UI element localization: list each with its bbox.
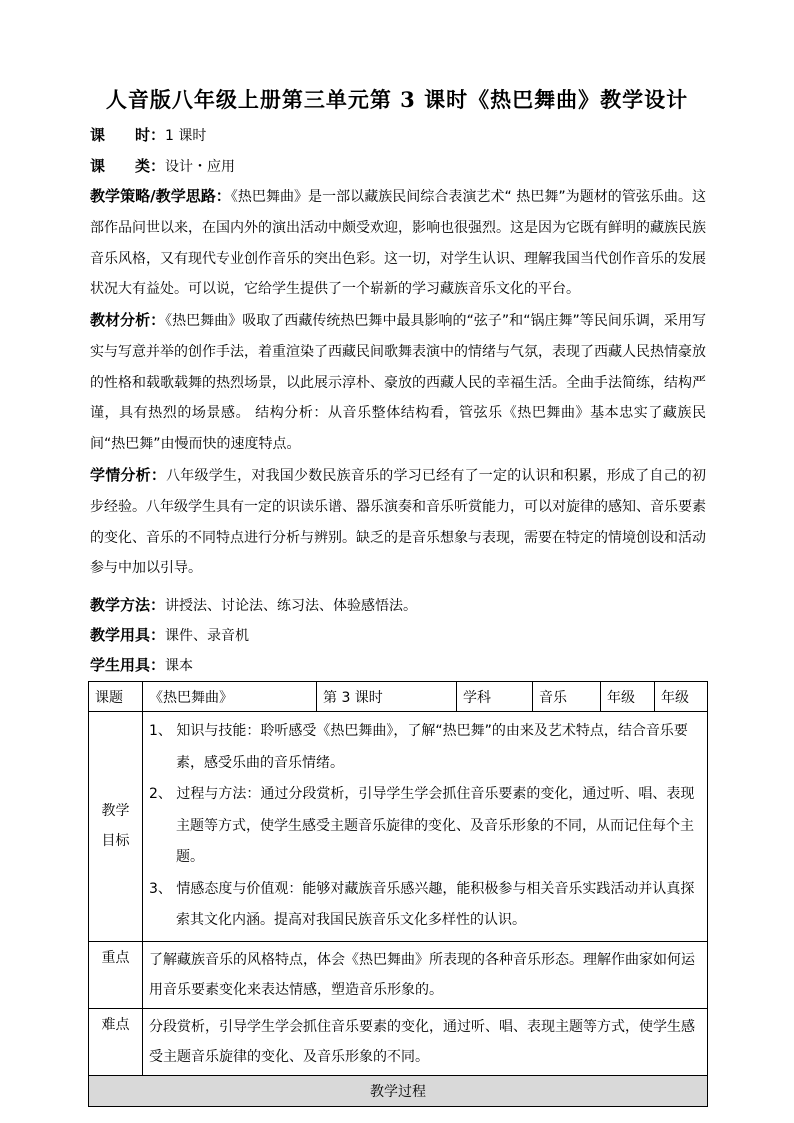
key-point-label: 重点 — [89, 941, 143, 1008]
goal-item: 3、 情感态度与价值观：能够对藏族音乐感兴趣，能积极参与相关音乐实践活动并认真探索其文化内涵。提高对我国民族音乐文化多样性的认识。 — [149, 880, 695, 928]
section-text: 讲授法、讨论法、练习法、体验感悟法。 — [165, 598, 418, 614]
student-tools-section — [90, 650, 706, 682]
section-text: 课件、录音机 — [165, 628, 250, 644]
difficult-point-row — [89, 1008, 708, 1075]
section-label: 教学用具： — [90, 626, 166, 644]
process-row — [89, 1075, 708, 1106]
section-label: 教学策略/教学思路： — [90, 187, 231, 205]
tools-section — [90, 620, 706, 652]
difficult-point-text: 分段赏析，引导学生学会抓住音乐要素的变化，通过听、唱、表现主题等方式，使学生感受主题音乐旋律的变化、及音乐形象的不同。 — [143, 1008, 708, 1075]
lesson-table — [88, 681, 708, 1107]
table-header-row — [89, 682, 708, 712]
strategy-section — [90, 181, 706, 305]
goal-item: 1、 知识与技能：聆听感受《热巴舞曲》，了解“热巴舞”的由来及艺术特点，结合音乐要素，感受乐曲的音乐情绪。 — [149, 723, 688, 771]
process-header: 教学过程 — [89, 1075, 708, 1106]
material-section — [90, 305, 706, 460]
header-cell: 年级 — [601, 682, 655, 712]
section-text: 《热巴舞曲》吸取了西藏传统热巴舞中最具影响的“弦子”和“锅庄舞”等民间乐调，采用写实与写意并举的创作手法，着重渲染了西藏民间歌舞表演中的情绪与气氛，表现了西藏人民热情豪放的性格和载歌载舞的热烈场景，以此展示淳朴、豪放的西藏人民的幸福生活。全曲手法简练，结构严谨，具有热烈的场景感。 结构分析：从音乐整体结构看，管弦乐《热巴舞曲》基本忠实了藏族民间“热巴舞”由慢而快的速度特点。 — [90, 313, 706, 453]
header-cell: 年级 — [655, 682, 708, 712]
difficult-point-label: 难点 — [89, 1008, 143, 1075]
goals-label: 教学 目标 — [89, 712, 143, 942]
meta-class-hours — [90, 125, 206, 146]
methods-section — [90, 590, 706, 622]
header-cell: 《热巴舞曲》 — [143, 682, 317, 712]
header-cell: 第 3 课时 — [317, 682, 457, 712]
section-text: 八年级学生，对我国少数民族音乐的学习已经有了一定的认识和积累，形成了自己的初步经验。八年级学生具有一定的识读乐谱、器乐演奏和音乐听赏能力，可以对旋律的感知、音乐要素的变化、音乐的不同特点进行分析与辨别。缺乏的是音乐想象与表现，需要在特定的情境创设和活动参与中加以引导。 — [90, 468, 706, 577]
meta-class-type — [90, 156, 235, 177]
section-label: 教学方法： — [90, 596, 166, 614]
key-point-text: 了解藏族音乐的风格特点，体会《热巴舞曲》所表现的各种音乐形态。理解作曲家如何运用音乐要素变化来表达情感，塑造音乐形象的。 — [143, 941, 708, 1008]
key-point-row — [89, 941, 708, 1008]
header-cell: 音乐 — [533, 682, 601, 712]
goals-cell — [143, 712, 708, 942]
section-label: 学生用具： — [90, 656, 166, 674]
meta-value: 1 课时 — [165, 128, 207, 144]
section-label: 学情分析： — [90, 466, 167, 484]
section-text: 《热巴舞曲》是一部以藏族民间综合表演艺术“ 热巴舞”为题材的管弦乐曲。这部作品问世以来，在国内外的演出活动中颇受欢迎，影响也很强烈。这是因为它既有鲜明的藏族民族音乐风格，又有现代专业创作音乐的突出色彩。这一切，对学生认识、理解我国当代创作音乐的发展状况大有益处。可以说，它给学生提供了一个崭新的学习藏族音乐文化的平台。 — [90, 189, 706, 298]
section-label: 教材分析： — [90, 311, 166, 329]
students-section — [90, 460, 706, 584]
header-cell: 学科 — [457, 682, 533, 712]
meta-label: 课 类： — [90, 157, 166, 175]
meta-label: 课 时： — [90, 126, 166, 144]
meta-value: 设计・应用 — [165, 159, 236, 175]
goals-row — [89, 712, 708, 942]
header-cell: 课题 — [89, 682, 143, 712]
goal-item: 2、 过程与方法：通过分段赏析，引导学生学会抓住音乐要素的变化，通过听、唱、表现主题等方式，使学生感受主题音乐旋律的变化、及音乐形象的不同，从而记住每个主题。 — [149, 786, 695, 865]
section-text: 课本 — [165, 658, 194, 674]
page-title: 人音版八年级上册第三单元第 3 课时《热巴舞曲》教学设计 — [105, 87, 689, 112]
